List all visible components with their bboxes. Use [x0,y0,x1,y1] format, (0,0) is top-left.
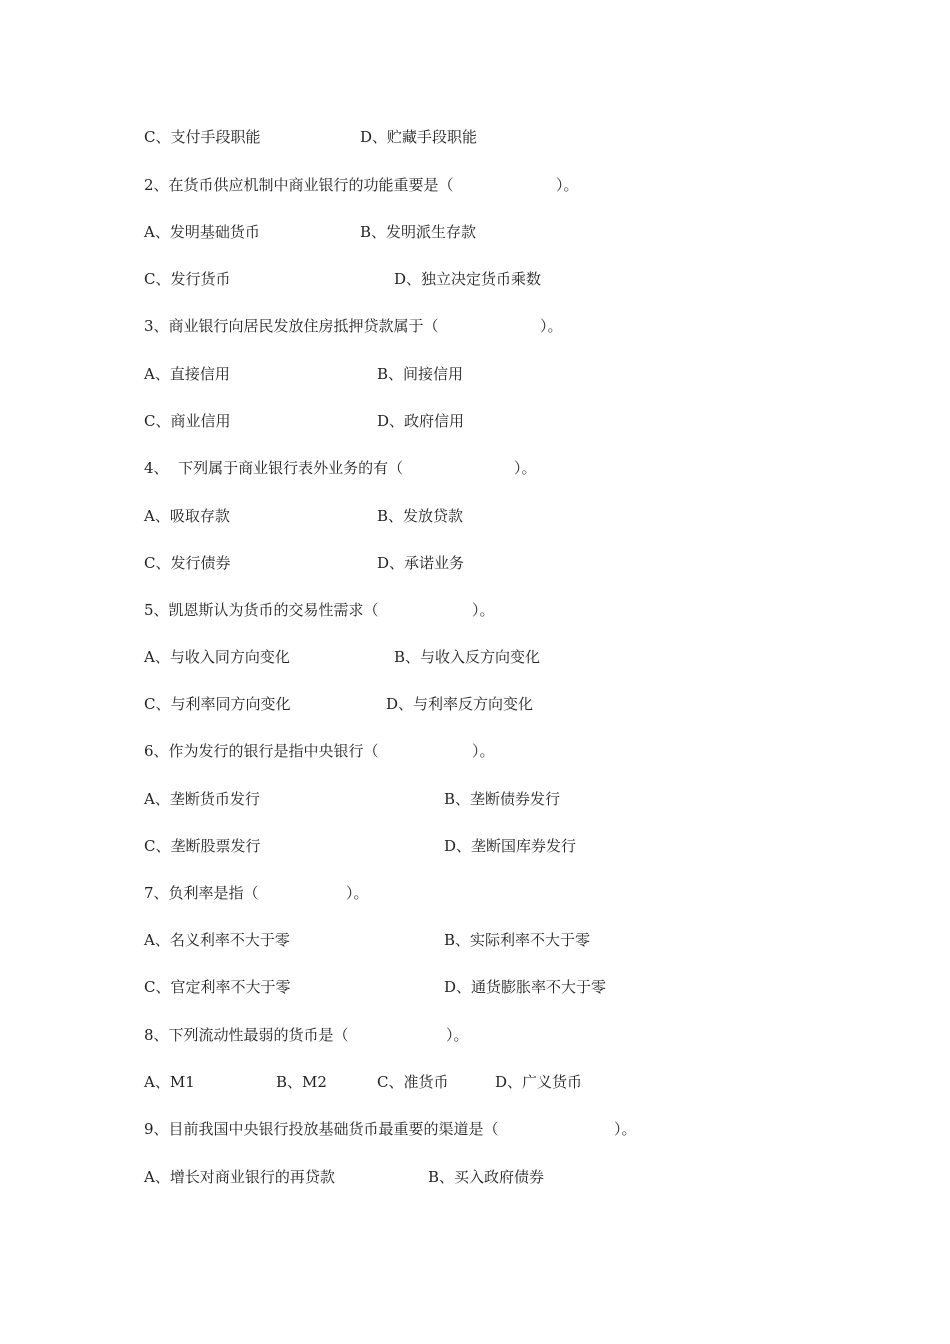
q3-options-ab [144,361,464,387]
question-text: 4、 下列属于商业银行表外业务的有（ [144,459,404,477]
question-blank-close: ）。 [614,1120,637,1138]
option-d: D、广义货币 [495,1073,583,1091]
option-b: B、发明派生存款 [360,223,477,241]
option-b: B、间接信用 [377,365,464,383]
option-a: A、增长对商业银行的再贷款 [144,1168,335,1186]
question-blank-close: ）。 [514,459,537,477]
question-text: 2、在货币供应机制中商业银行的功能重要是（ [144,176,454,194]
question-text: 8、下列流动性最弱的货币是（ [144,1026,349,1044]
option-b: B、M2 [276,1073,327,1091]
question-blank-close: ）。 [446,1026,469,1044]
q2-question [144,172,579,198]
q9-options-ab [144,1164,545,1190]
q2-options-cd [144,266,542,292]
option-b: B、发放贷款 [377,507,464,525]
q3-question [144,313,563,339]
option-c: C、发行货币 [144,270,231,288]
q6-question [144,738,495,764]
q1-options-cd [144,124,478,150]
option-b: B、实际利率不大于零 [444,931,591,949]
q7-question [144,880,369,906]
option-c: C、支付手段职能 [144,128,261,146]
option-c: C、发行债券 [144,554,231,572]
option-d: D、与利率反方向变化 [386,695,534,713]
q5-question [144,597,495,623]
q7-options-cd [144,974,607,1000]
q5-options-ab [144,644,541,670]
question-text: 7、负利率是指（ [144,884,259,902]
question-text: 6、作为发行的银行是指中央银行（ [144,742,379,760]
option-a: A、直接信用 [144,365,230,383]
q6-options-ab [144,786,561,812]
option-c: C、垄断股票发行 [144,837,261,855]
q6-options-cd [144,833,577,859]
q9-question [144,1116,637,1142]
option-c: C、与利率同方向变化 [144,695,291,713]
question-blank-close: ）。 [472,601,495,619]
option-d: D、贮藏手段职能 [360,128,478,146]
q2-options-ab [144,219,477,245]
option-b: B、与收入反方向变化 [394,648,541,666]
option-a: A、与收入同方向变化 [144,648,290,666]
option-a: A、垄断货币发行 [144,790,260,808]
option-d: D、政府信用 [377,412,465,430]
question-text: 9、目前我国中央银行投放基础货币最重要的渠道是（ [144,1120,499,1138]
option-c: C、商业信用 [144,412,231,430]
q4-options-cd [144,550,465,576]
question-blank-close: ）。 [556,176,579,194]
option-d: D、通货膨胀率不大于零 [444,978,607,996]
option-d: D、独立决定货币乘数 [394,270,542,288]
option-d: D、承诺业务 [377,554,465,572]
option-d: D、垄断国库券发行 [444,837,577,855]
question-blank-close: ）。 [346,884,369,902]
q7-options-ab [144,927,591,953]
question-blank-close: ）。 [472,742,495,760]
option-c: C、官定利率不大于零 [144,978,291,996]
q8-question [144,1022,469,1048]
option-a: A、吸取存款 [144,507,230,525]
question-text: 3、商业银行向居民发放住房抵押贷款属于（ [144,317,439,335]
question-text: 5、凯恩斯认为货币的交易性需求（ [144,601,379,619]
q4-options-ab [144,503,464,529]
q3-options-cd [144,408,465,434]
q4-question [144,455,537,481]
option-c: C、准货币 [377,1073,449,1091]
option-a: A、名义利率不大于零 [144,931,290,949]
option-a: A、M1 [144,1073,195,1091]
option-b: B、买入政府债券 [428,1168,545,1186]
option-b: B、垄断债券发行 [444,790,561,808]
option-a: A、发明基础货币 [144,223,260,241]
q5-options-cd [144,691,534,717]
q8-options [144,1069,583,1095]
question-blank-close: ）。 [540,317,563,335]
